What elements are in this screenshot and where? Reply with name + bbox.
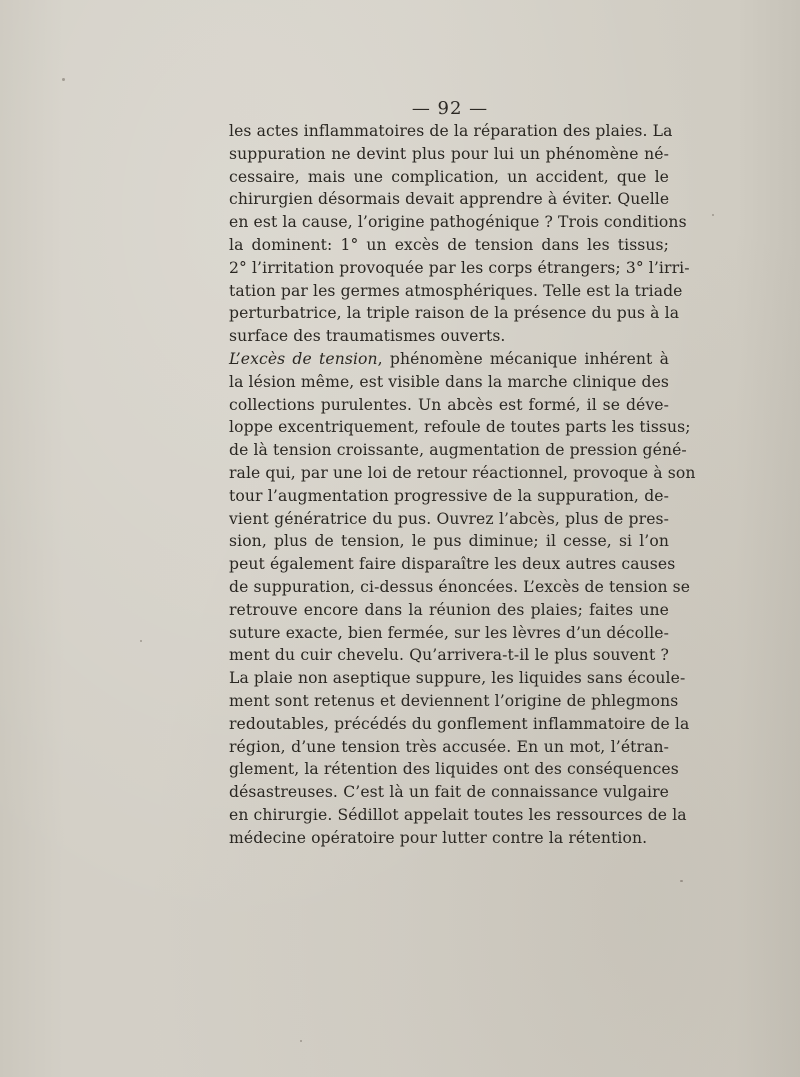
- text-line: médecine opératoire pour lutter contre la rétention.: [229, 828, 648, 847]
- text-line: La plaie non aseptique suppure, les liquides sans écoule-: [229, 669, 686, 688]
- text-line: région, d’une tension très accusée. En un mot, l’étran-: [229, 737, 669, 756]
- page-number: — 92 —: [411, 98, 489, 119]
- text-line: les actes inflammatoires de la réparation des plaies. La: [229, 122, 673, 140]
- text-line: rale qui, par une loi de retour réactionnel, provoque à son: [229, 463, 696, 482]
- text-line: surface des traumatismes ouverts.: [229, 327, 506, 346]
- text-line: retrouve encore dans la réunion des plaies; faites une: [229, 600, 669, 619]
- text-line: en est la cause, l’origine pathogénique ? Trois conditions: [229, 213, 687, 232]
- text-line: désastreuses. C’est là un fait de connaissance vulgaire: [229, 783, 669, 802]
- line-remainder: , phénomène mécanique inhérent à: [377, 349, 669, 368]
- paragraph-start-line: [229, 348, 669, 371]
- body-text: [229, 120, 696, 850]
- text-line: la dominent: 1° un excès de tension dans les tissus;: [229, 235, 669, 254]
- text-line: de là tension croissante, augmentation de pression géné-: [229, 441, 687, 460]
- text-line: sion, plus de tension, le pus diminue; il cesse, si l’on: [229, 532, 669, 551]
- text-line: cessaire, mais une complication, un accident, que le: [229, 167, 669, 186]
- text-line: redoutables, précédés du gonflement inflammatoire de la: [229, 714, 690, 733]
- paper-speck: [680, 880, 683, 882]
- text-line: chirurgien désormais devait apprendre à éviter. Quelle: [229, 190, 670, 209]
- text-line: tation par les germes atmosphériques. Telle est la triade: [229, 281, 683, 300]
- text-line: suture exacte, bien fermée, sur les lèvres d’un décolle-: [229, 623, 669, 642]
- text-line: de suppuration, ci-dessus énoncées. L’excès de tension se: [229, 577, 691, 596]
- text-line: peut également faire disparaître les deux autres causes: [229, 555, 676, 574]
- text-line: ment sont retenus et deviennent l’origine de phlegmons: [229, 691, 679, 710]
- text-line: tour l’augmentation progressive de la suppuration, de-: [229, 486, 669, 505]
- text-line: vient génératrice du pus. Ouvrez l’abcès, plus de pres-: [229, 509, 669, 528]
- italic-phrase: L’excès de tension: [229, 349, 378, 368]
- text-line: 2° l’irritation provoquée par les corps étrangers; 3° l’irri-: [229, 258, 690, 277]
- paper-speck: [712, 214, 714, 216]
- paper-speck: [62, 78, 65, 81]
- text-line: loppe excentriquement, refoule de toutes parts les tissus;: [229, 418, 691, 437]
- paper-speck: [300, 1040, 302, 1042]
- paper-speck: [140, 640, 142, 642]
- text-line: collections purulentes. Un abcès est formé, il se déve-: [229, 395, 669, 414]
- text-line: ment du cuir chevelu. Qu’arrivera-t-il le plus souvent ?: [229, 646, 669, 665]
- text-line: glement, la rétention des liquides ont des conséquences: [229, 760, 679, 779]
- text-line: suppuration ne devint plus pour lui un phénomène né-: [229, 144, 669, 163]
- text-line: en chirurgie. Sédillot appelait toutes les ressources de la: [229, 805, 687, 824]
- text-line: perturbatrice, la triple raison de la présence du pus à la: [229, 304, 680, 323]
- text-line: la lésion même, est visible dans la marche clinique des: [229, 372, 669, 391]
